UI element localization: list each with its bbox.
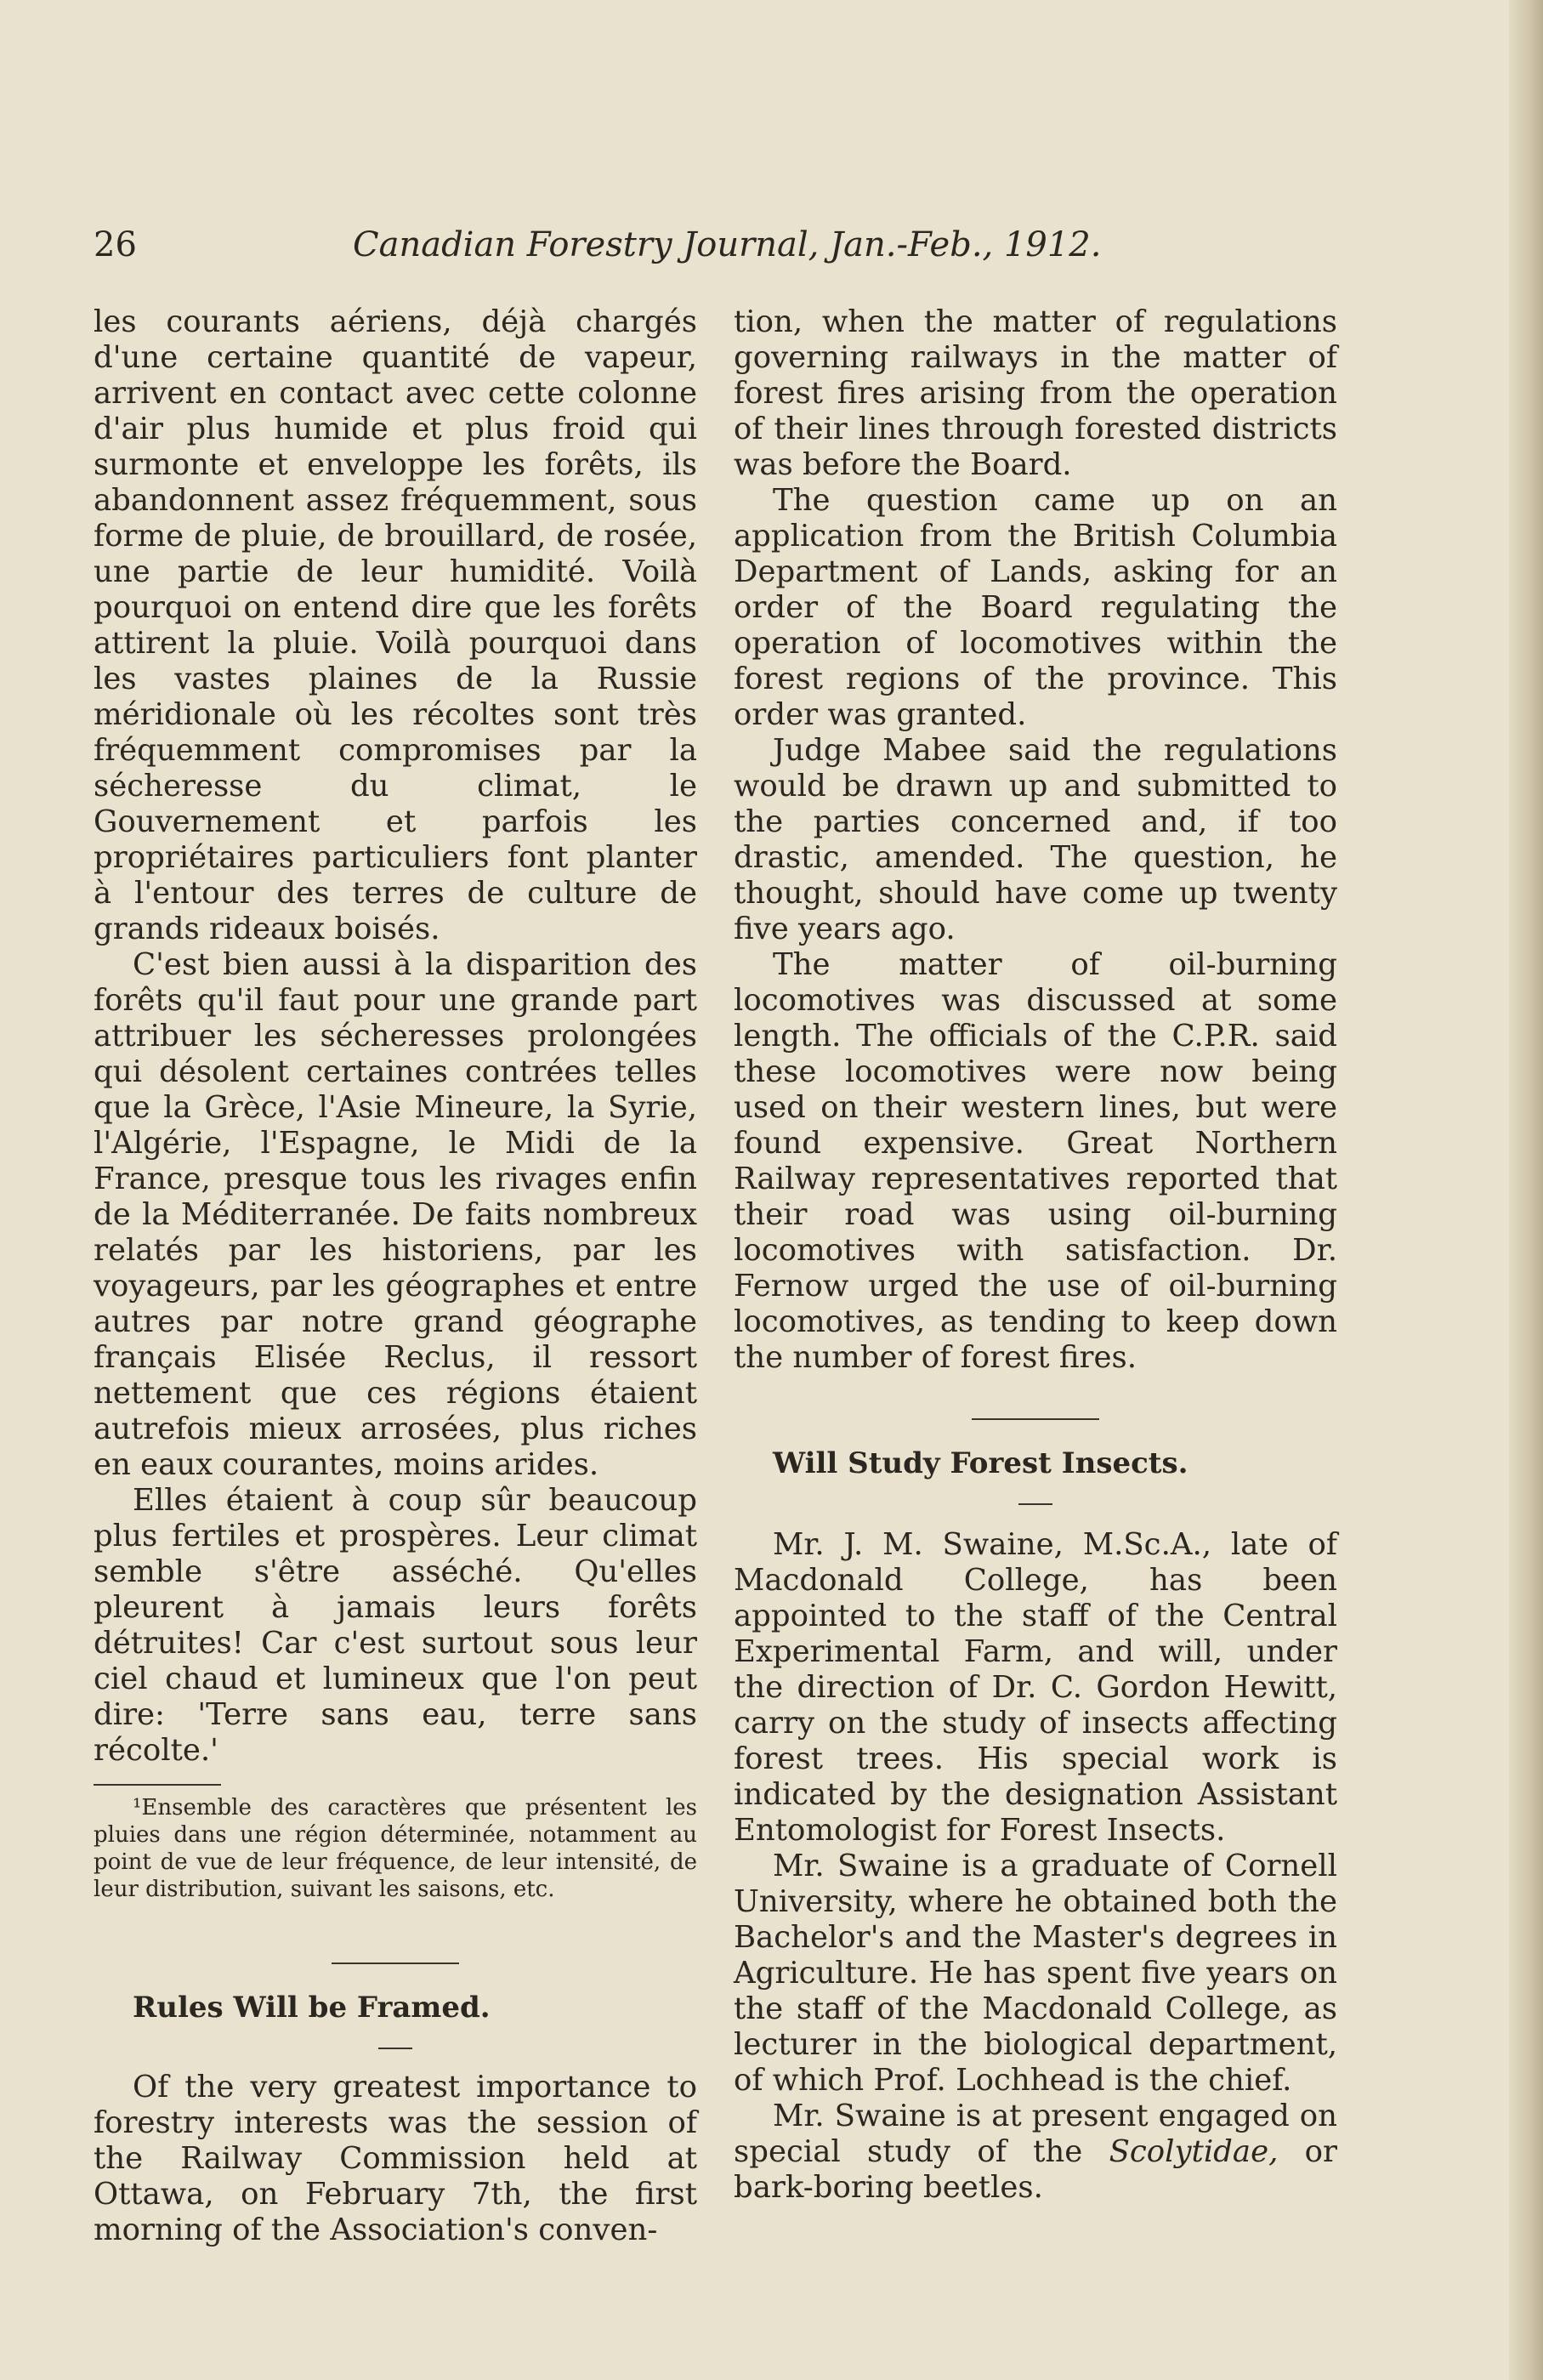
- paragraph: The question came up on an application from the British Columbia Department of Lands, asking for an order of the Board regulating the operation of locomotives within the forest regions of the province. This order was granted.: [734, 483, 1337, 732]
- paragraph: Judge Mabee said the regulations would be drawn up and submitted to the parties concerned and, if too drastic, amended. The question, he thought, should have come up twenty five years ago.: [734, 733, 1337, 946]
- page-number: 26: [94, 225, 137, 264]
- paragraph: les courants aériens, déjà chargés d'une certaine quantité de vapeur, arrivent en contact avec cette colonne d'air plus humide et plus froid qui surmonte et enveloppe les forêts, ils abandonnent assez fréquemment, sous forme de pluie, de brouillard, de rosée, une partie de leur humidité. Voilà pourquoi on entend dire que les forêts attirent la pluie. Voilà pourquoi dans les vastes plaines de la Russie méridionale où les récoltes sont très fréquemment compromises par la sécheresse du climat, le Gouvernement et parfois les propriétaires particuliers font planter à l'entour des terres de culture de grands rideaux boisés.: [94, 304, 697, 946]
- paragraph: C'est bien aussi à la disparition des forêts qu'il faut pour une grande part attribuer les sécheresses prolongées qui désolent certaines contrées telles que la Grèce, l'Asie Mineure, la Syrie, l'Algérie, l'Espagne, le Midi de la France, presque tous les rivages enfin de la Méditerranée. De faits nombreux relatés par les historiens, par les voyageurs, par les géographes et entre autres par notre grand géographe français Elisée Reclus, il ressort nettement que ces régions étaient autrefois mieux arrosées, plus riches en eaux courantes, moins arides.: [94, 947, 697, 1482]
- left-column: [94, 304, 697, 2248]
- article-headline: Rules Will be Framed.: [133, 1991, 491, 2025]
- paragraph: Mr. J. M. Swaine, M.Sc.A., late of Macdonald College, has been appointed to the staff of the Central Experimental Farm, and will, under the direction of Dr. C. Gordon Hewitt, carry on the study of insects affecting forest trees. His special work is indicated by the designation Assistant Entomologist for Forest Insects.: [734, 1527, 1337, 1848]
- footnote: ¹Ensemble des caractères que présentent les pluies dans une région déterminée, notamment au point de vue de leur fréquence, de leur intensité, de leur distribution, suivant les saisons, etc.: [94, 1795, 697, 1902]
- right-column: [734, 304, 1337, 2206]
- paragraph: Mr. Swaine is a graduate of Cornell University, where he obtained both the Bachelor's and the Master's degrees in Agriculture. He has spent five years on the staff of the Macdonald College, as lecturer in the biological department, of which Prof. Lochhead is the chief.: [734, 1849, 1337, 2098]
- journal-title: Canadian Forestry Journal, Jan.-Feb., 1912.: [353, 225, 1102, 264]
- article-headline: Will Study Forest Insects.: [773, 1446, 1188, 1480]
- paragraph: tion, when the matter of regulations governing railways in the matter of forest fires arising from the operation of their lines through forested districts was before the Board.: [734, 304, 1337, 482]
- text-run: Mr. Swaine is at present engaged on special study of the: [734, 2099, 1337, 2169]
- paragraph: The matter of oil-burning locomotives was discussed at some length. The officials of the C.P.R. said these locomotives were now being used on their western lines, but were found expensive. Great Northern Railway representatives reported that their road was using oil-burning locomotives with satisfaction. Dr. Fernow urged the use of oil-burning locomotives, as tending to keep down the number of forest fires.: [734, 947, 1337, 1375]
- text-run: or bark-boring beetles.: [734, 2134, 1337, 2205]
- footnote-rule: [94, 1784, 221, 1786]
- paragraph: [734, 2099, 1337, 2206]
- paragraph: Of the very greatest importance to forestry interests was the session of the Railway Commission held at Ottawa, on February 7th, the first morning of the Association's conven-: [94, 2070, 697, 2247]
- paragraph: Elles étaient à coup sûr beaucoup plus fertiles et prospères. Leur climat semble s'être asséché. Qu'elles pleurent à jamais leurs forêts détruites! Car c'est surtout sous leur ciel chaud et lumineux que l'on peut dire: 'Terre sans eau, terre sans récolte.': [94, 1483, 697, 1768]
- page-edge: [1509, 0, 1543, 2380]
- italic-term: Scolytidae,: [1109, 2134, 1279, 2169]
